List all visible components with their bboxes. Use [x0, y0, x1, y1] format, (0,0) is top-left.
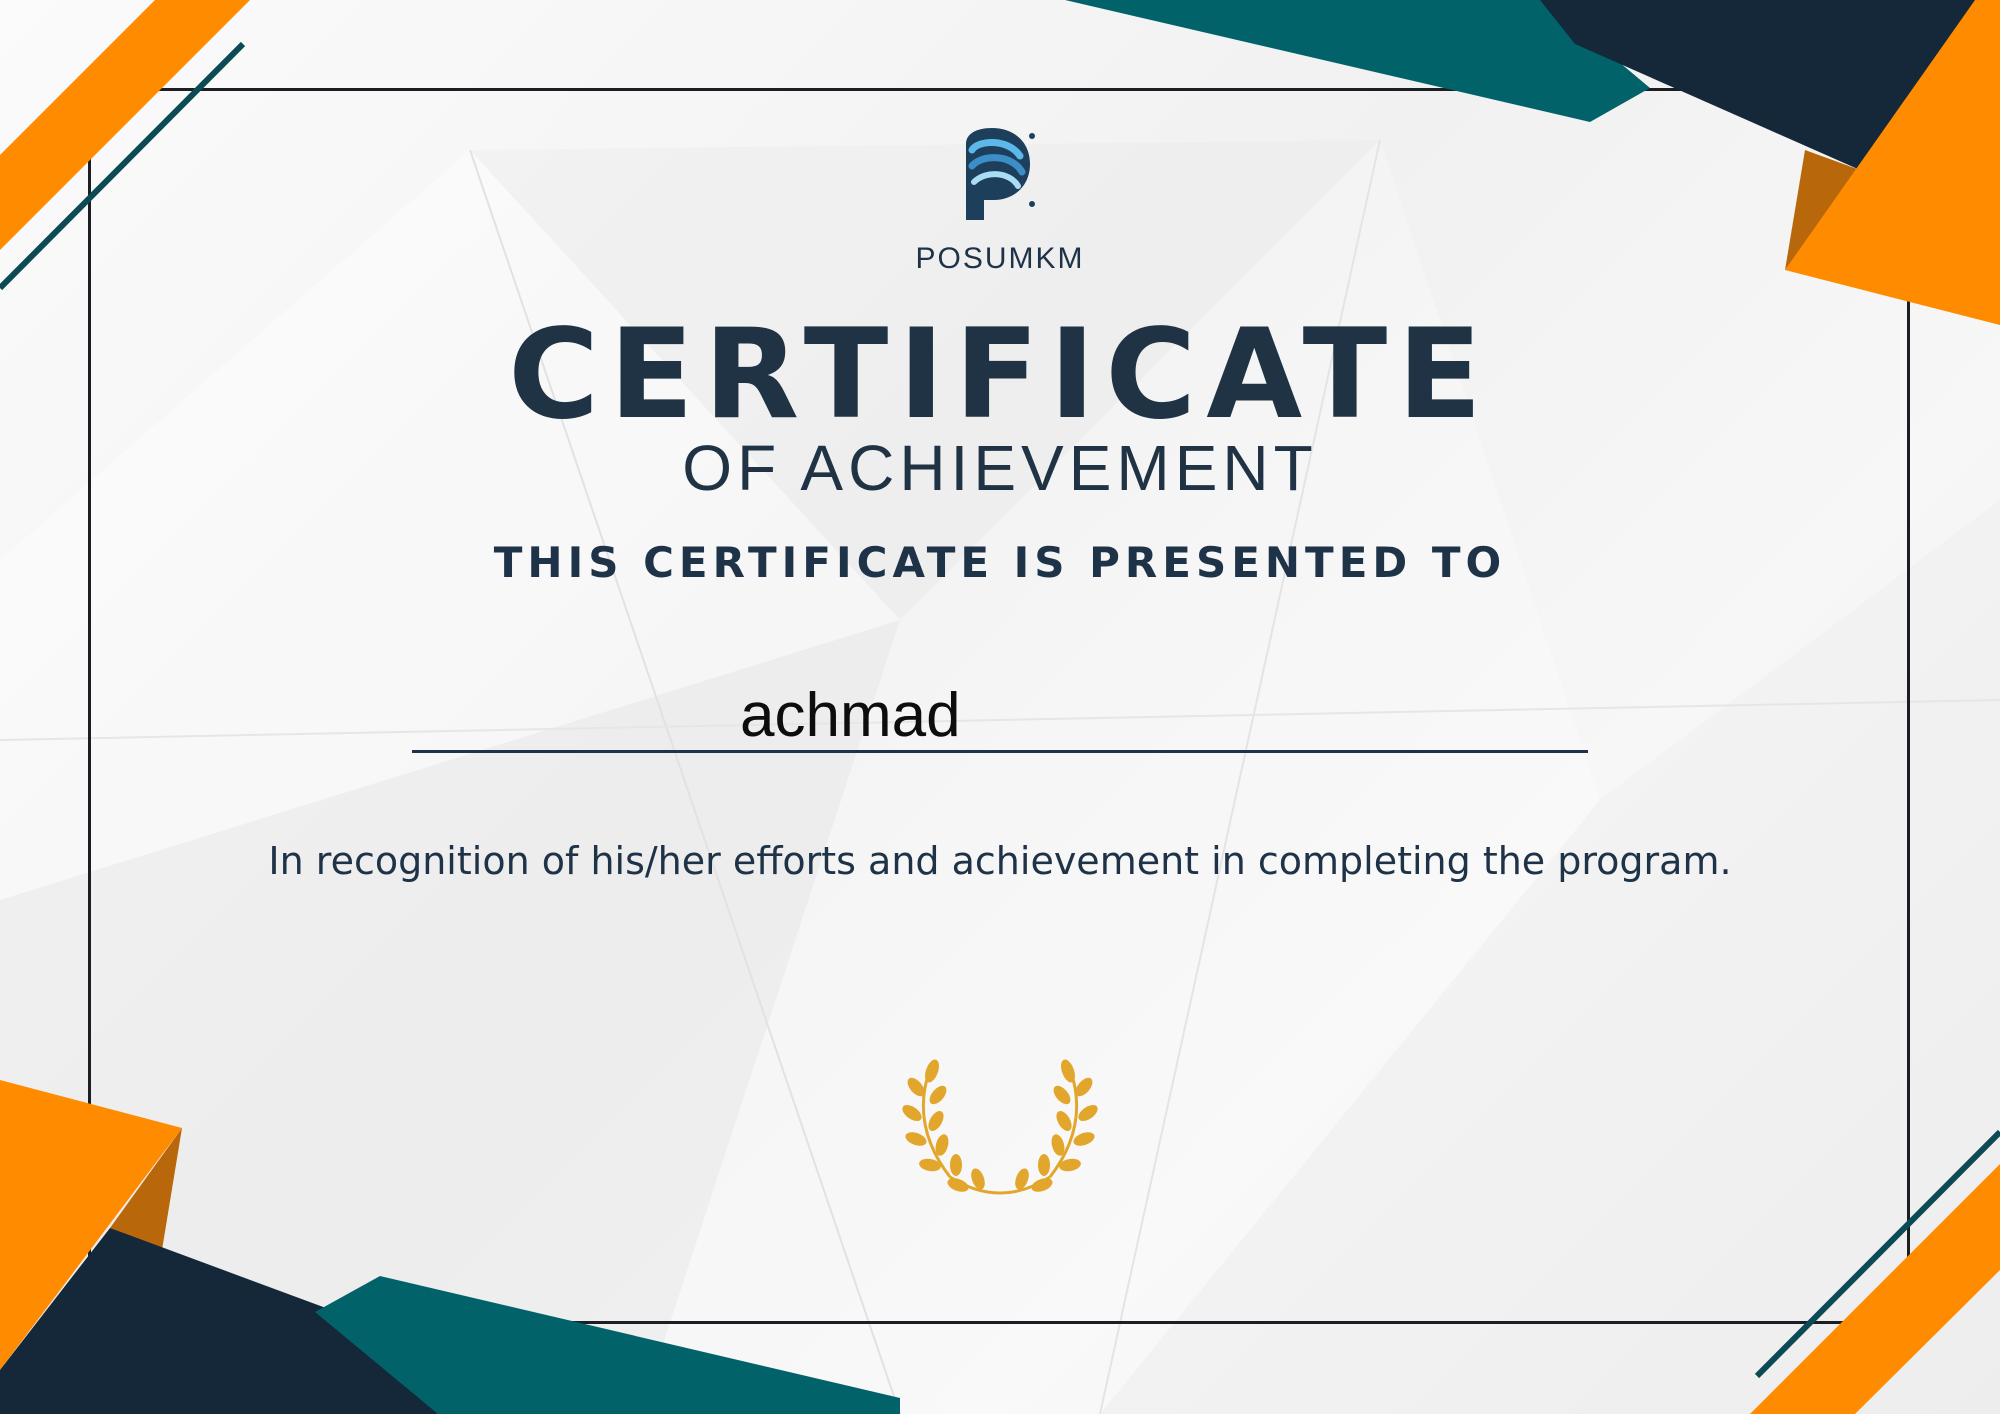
recognition-text: In recognition of his/her efforts and achievement in completing the program. [268, 839, 1732, 883]
certificate-title: CERTIFICATE [508, 303, 1492, 447]
certificate-subtitle: OF ACHIEVEMENT [682, 432, 1318, 504]
presented-to-label: THIS CERTIFICATE IS PRESENTED TO [493, 538, 1507, 587]
top-left-orange-stripe [0, 0, 250, 250]
name-underline [412, 750, 1588, 753]
organization-name: POSUMKM [915, 242, 1085, 275]
laurel-wreath-icon [890, 1055, 1110, 1215]
bottom-right-orange-stripe [1750, 1164, 2000, 1414]
posumkm-logo-icon [958, 124, 1038, 228]
recipient-name: achmad [740, 681, 961, 750]
